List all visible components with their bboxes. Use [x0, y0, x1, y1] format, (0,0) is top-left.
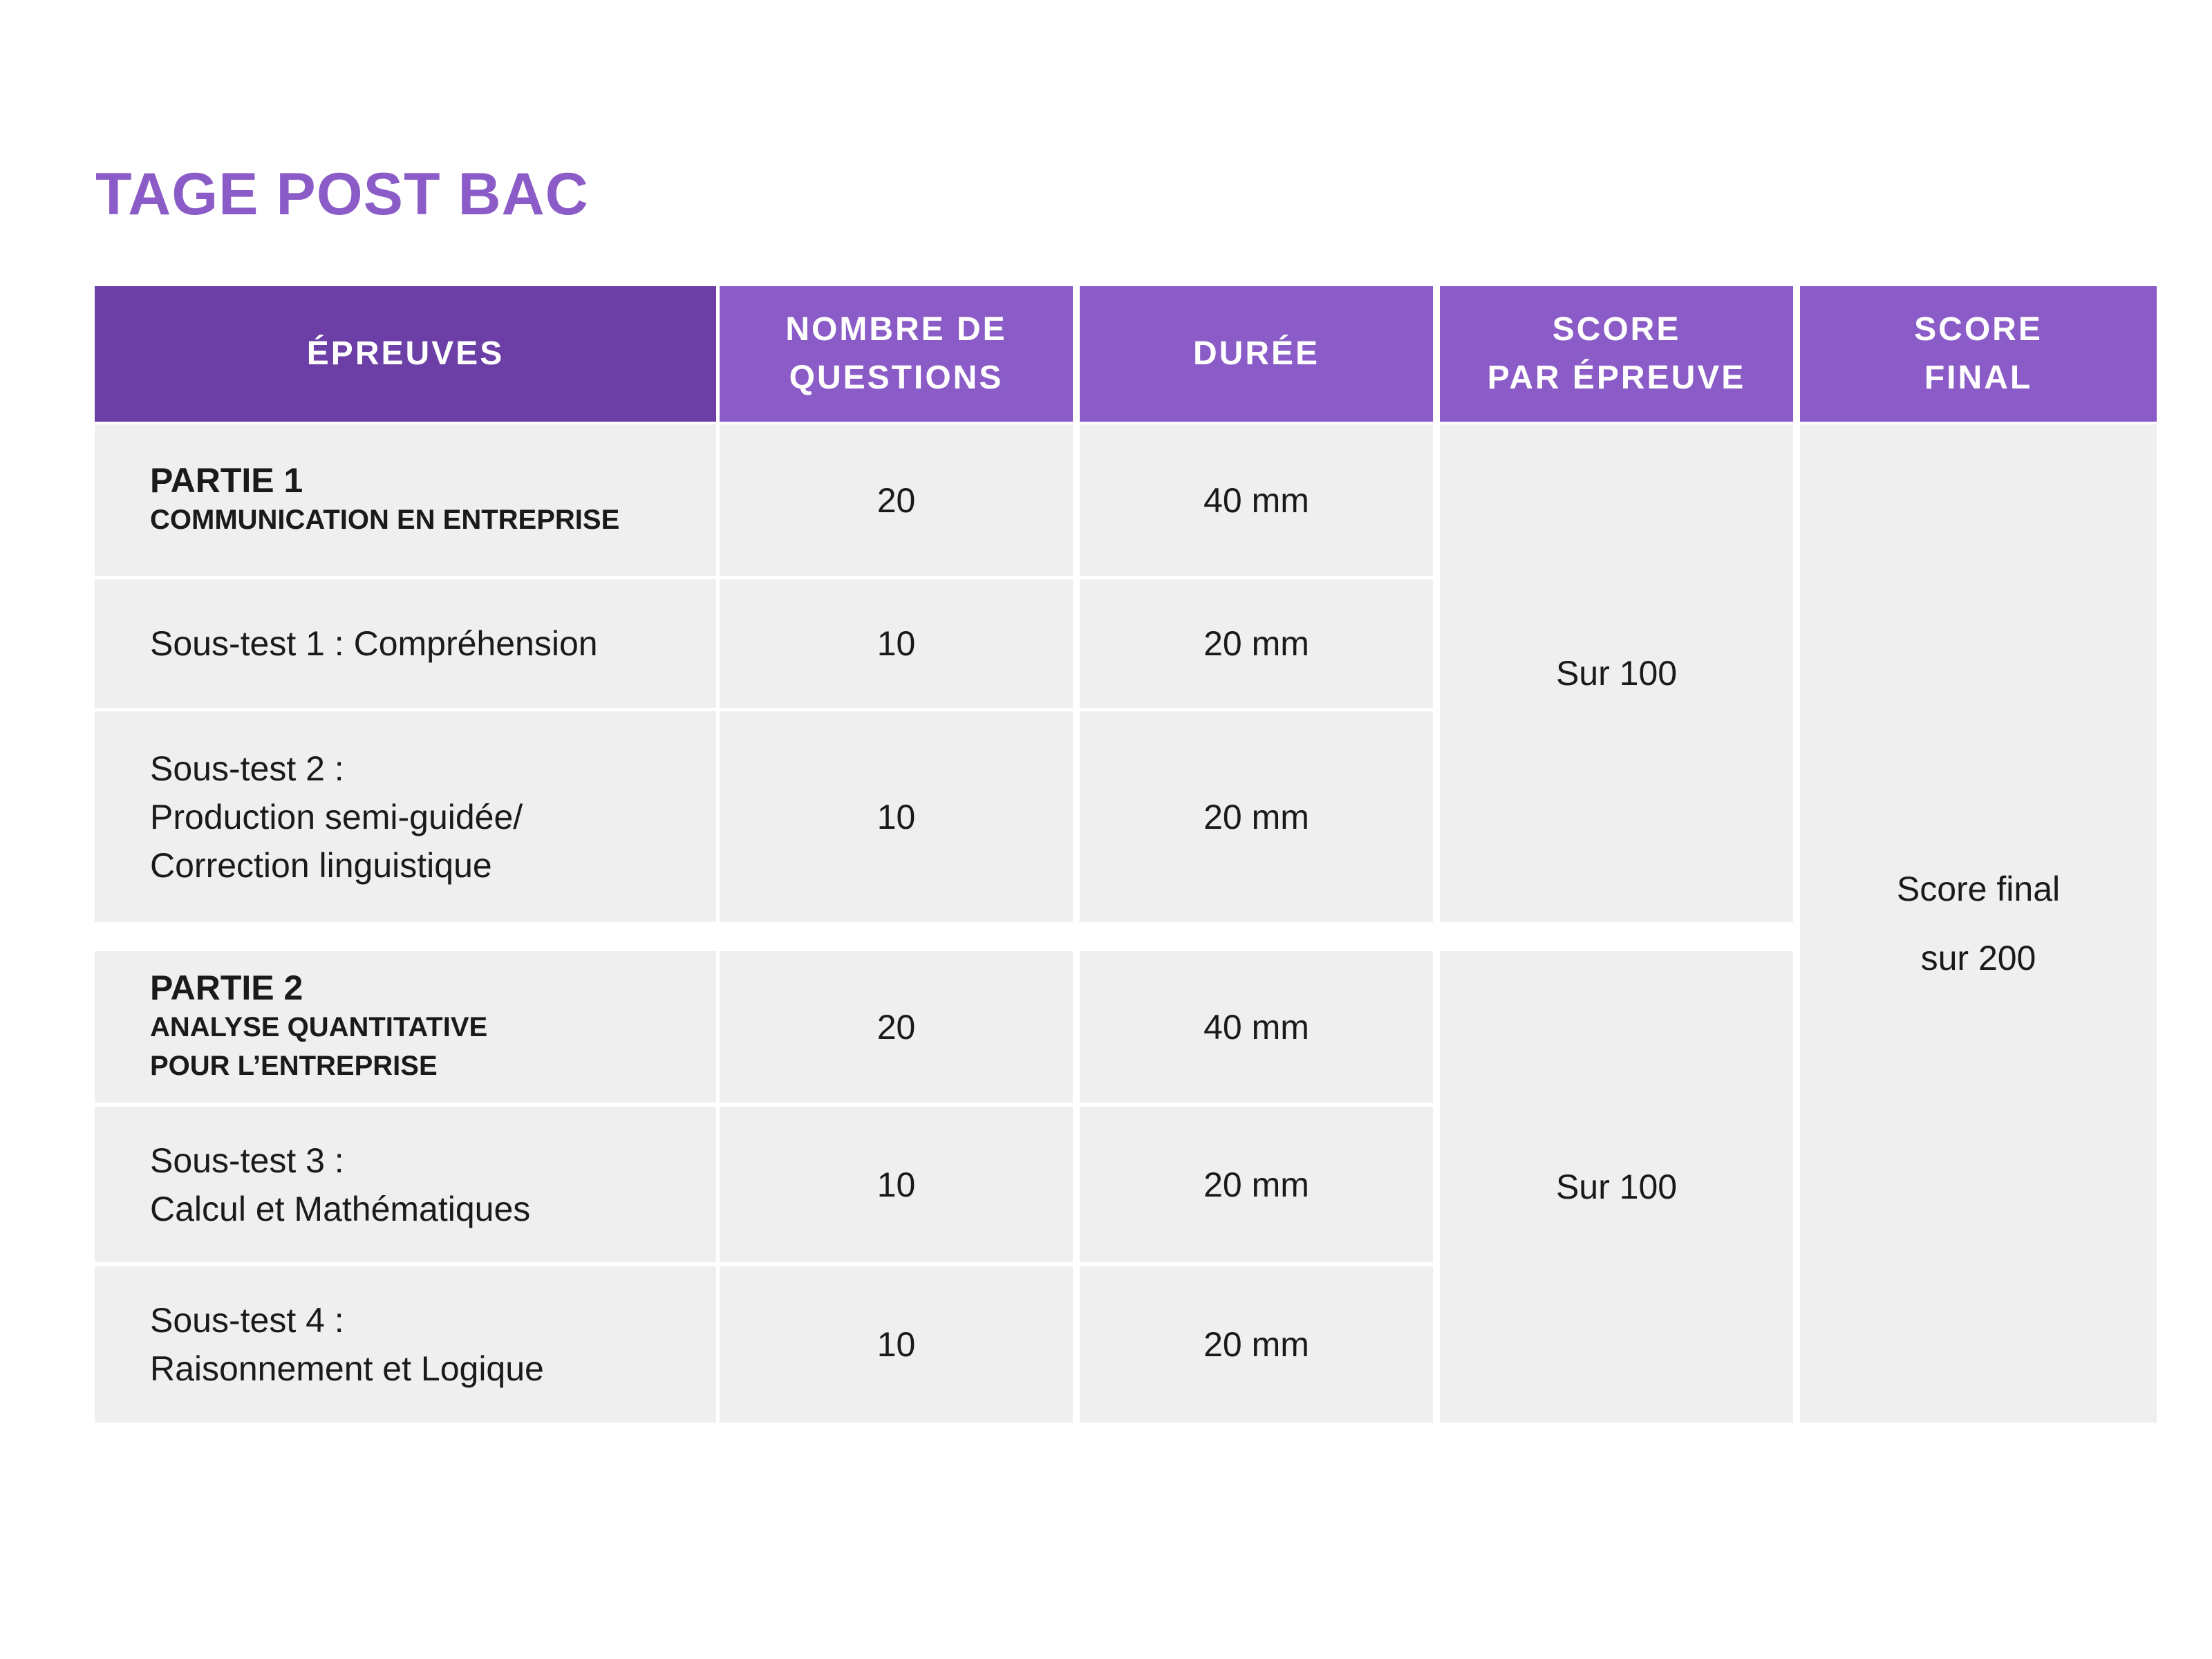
subtest2-duration: 20 mm [1203, 797, 1309, 836]
subtest4-duration: 20 mm [1203, 1325, 1309, 1364]
subtest4-duration-cell [1080, 1266, 1433, 1423]
subtest3-duration-cell [1080, 1107, 1433, 1262]
header-epreuves-label: ÉPREUVES [306, 335, 505, 373]
part1-title: PARTIE 1 [150, 460, 303, 500]
part1-title-cell [95, 424, 716, 576]
subtest1-duration-cell [1080, 579, 1433, 708]
subtest4-label-cell [95, 1266, 716, 1423]
final-score: Score final sur 200 [1896, 870, 2061, 977]
subtest1-duration: 20 mm [1203, 624, 1309, 663]
subtest3-duration: 20 mm [1203, 1165, 1309, 1204]
part2-subtitle: ANALYSE QUANTITATIVE POUR L’ENTREPRISE [150, 1012, 488, 1082]
subtest1-label-cell [95, 579, 716, 708]
part1-score: Sur 100 [1555, 654, 1678, 693]
subtest4-label: Sous-test 4 : Raisonnement et Logique [150, 1301, 544, 1388]
header-duree-label: DURÉE [1192, 335, 1320, 373]
subtest1-questions: 10 [877, 624, 916, 663]
subtest2-questions: 10 [877, 797, 916, 836]
part2-heading [150, 968, 487, 1086]
part2-score: Sur 100 [1555, 1168, 1678, 1206]
header-score-final [1800, 286, 2157, 422]
header-nombre-questions-label: NOMBRE DE QUESTIONS [785, 311, 1007, 396]
subtest3-questions-cell [720, 1107, 1073, 1262]
page-title: TAGE POST BAC [95, 161, 589, 227]
subtest2-questions-cell [720, 711, 1073, 922]
final-score-cell [1800, 424, 2157, 1423]
subtest2-label-cell [95, 711, 716, 922]
header-score-par-epreuve-label: SCORE PAR ÉPREUVE [1487, 311, 1746, 396]
subtest4-questions-cell [720, 1266, 1073, 1423]
part1-duration-cell [1080, 424, 1433, 576]
part2-title: PARTIE 2 [150, 968, 303, 1007]
header-nombre-questions [720, 286, 1073, 422]
header-epreuves [95, 286, 716, 422]
header-score-final-label: SCORE FINAL [1914, 311, 2043, 396]
part2-questions-cell [720, 951, 1073, 1103]
part1-questions-cell [720, 424, 1073, 576]
part1-heading [150, 461, 619, 540]
part2-duration-cell [1080, 951, 1433, 1103]
subtest1-questions-cell [720, 579, 1073, 708]
subtest2-duration-cell [1080, 711, 1433, 922]
part2-title-cell [95, 951, 716, 1103]
header-duree [1080, 286, 1433, 422]
part2-duration: 40 mm [1203, 1007, 1309, 1047]
subtest1-label: Sous-test 1 : Compréhension [150, 624, 598, 663]
part2-score-cell [1440, 951, 1793, 1423]
part2-questions: 20 [877, 1007, 916, 1047]
header-score-par-epreuve [1440, 286, 1793, 422]
part1-duration: 40 mm [1203, 480, 1309, 520]
subtest3-questions: 10 [877, 1165, 916, 1204]
part1-subtitle: COMMUNICATION EN ENTREPRISE [150, 505, 620, 536]
part1-score-cell [1440, 424, 1793, 922]
part1-questions: 20 [877, 480, 916, 520]
subtest2-label: Sous-test 2 : Production semi-guidée/ Correction linguistique [150, 749, 523, 885]
subtest3-label: Sous-test 3 : Calcul et Mathématiques [150, 1141, 531, 1228]
subtest4-questions: 10 [877, 1325, 916, 1364]
subtest3-label-cell [95, 1107, 716, 1262]
